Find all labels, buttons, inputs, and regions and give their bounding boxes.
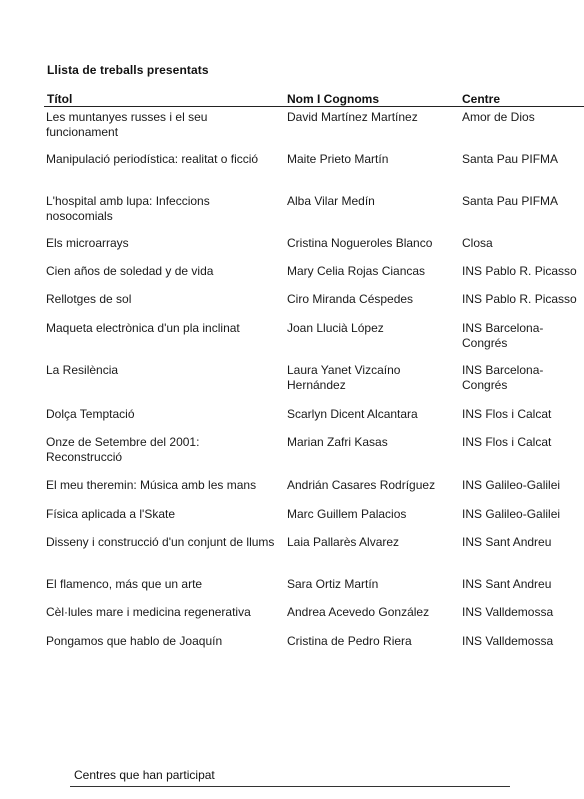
row-title: El flamenco, más que un arte <box>46 577 203 591</box>
row-name: Cristina Nogueroles Blanco <box>287 236 433 250</box>
row-centre: INS Valldemossa <box>462 634 554 648</box>
section-divider <box>70 786 510 787</box>
row-title: La Resilència <box>46 363 119 377</box>
row-title: Pongamos que hablo de Joaquín <box>46 634 223 648</box>
row-name: Laura Yanet Vizcaíno Hernández <box>287 363 401 392</box>
row-name: Sara Ortiz Martín <box>287 577 379 591</box>
row-name: Joan Llucià López <box>287 321 384 335</box>
row-centre: INS Flos i Calcat <box>462 435 552 449</box>
row-centre: Santa Pau PIFMA <box>462 194 559 208</box>
row-title: L'hospital amb lupa: Infeccions nosocomials <box>46 194 210 223</box>
column-header-centre: Centre <box>462 92 501 106</box>
row-name: Marian Zafri Kasas <box>287 435 388 449</box>
row-centre: INS Barcelona-Congrés <box>462 363 544 392</box>
row-name: Scarlyn Dicent Alcantara <box>287 407 418 421</box>
row-centre: INS Pablo R. Picasso <box>462 264 577 278</box>
row-title: Disseny i construcció d'un conjunt de llums <box>46 535 275 549</box>
row-title: El meu theremin: Música amb les mans <box>46 478 257 492</box>
row-title: Física aplicada a l'Skate <box>46 507 176 521</box>
section-title-centres: Centres que han participat <box>74 768 215 782</box>
row-centre: INS Barcelona-Congrés <box>462 321 544 350</box>
column-header-name: Nom I Cognoms <box>287 92 379 106</box>
row-name: Andrea Acevedo González <box>287 605 430 619</box>
row-name: Ciro Miranda Céspedes <box>287 292 414 306</box>
document-title: Llista de treballs presentats <box>47 63 209 77</box>
row-name: Maite Prieto Martín <box>287 152 389 166</box>
row-name: Mary Celia Rojas Ciancas <box>287 264 426 278</box>
row-title: Maqueta electrònica d'un pla inclinat <box>46 321 240 335</box>
row-centre: Santa Pau PIFMA <box>462 152 559 166</box>
row-name: Alba Vilar Medín <box>287 194 375 208</box>
row-centre: INS Valldemossa <box>462 605 554 619</box>
row-centre: INS Sant Andreu <box>462 535 552 549</box>
row-centre: INS Flos i Calcat <box>462 407 552 421</box>
row-name: Marc Guillem Palacios <box>287 507 407 521</box>
row-title: Els microarrays <box>46 236 129 250</box>
row-name: Laia Pallarès Alvarez <box>287 535 400 549</box>
row-title: Cien años de soledad y de vida <box>46 264 214 278</box>
row-centre: INS Sant Andreu <box>462 577 552 591</box>
row-title: Les muntanyes russes i el seu funcionament <box>46 110 208 139</box>
row-title: Manipulació periodística: realitat o ficció <box>46 152 259 166</box>
row-centre: INS Pablo R. Picasso <box>462 292 577 306</box>
column-header-title: Títol <box>47 92 73 106</box>
row-title: Cèl·lules mare i medicina regenerativa <box>46 605 251 619</box>
row-title: Onze de Setembre del 2001: Reconstrucció <box>46 435 200 464</box>
row-title: Dolça Temptació <box>46 407 135 421</box>
row-centre: INS Galileo-Galilei <box>462 507 561 521</box>
row-name: Andrián Casares Rodríguez <box>287 478 436 492</box>
row-name: Cristina de Pedro Riera <box>287 634 412 648</box>
row-centre: INS Galileo-Galilei <box>462 478 561 492</box>
row-centre: Amor de Dios <box>462 110 535 124</box>
row-title: Rellotges de sol <box>46 292 132 306</box>
row-name: David Martínez Martínez <box>287 110 418 124</box>
row-centre: Closa <box>462 236 493 250</box>
